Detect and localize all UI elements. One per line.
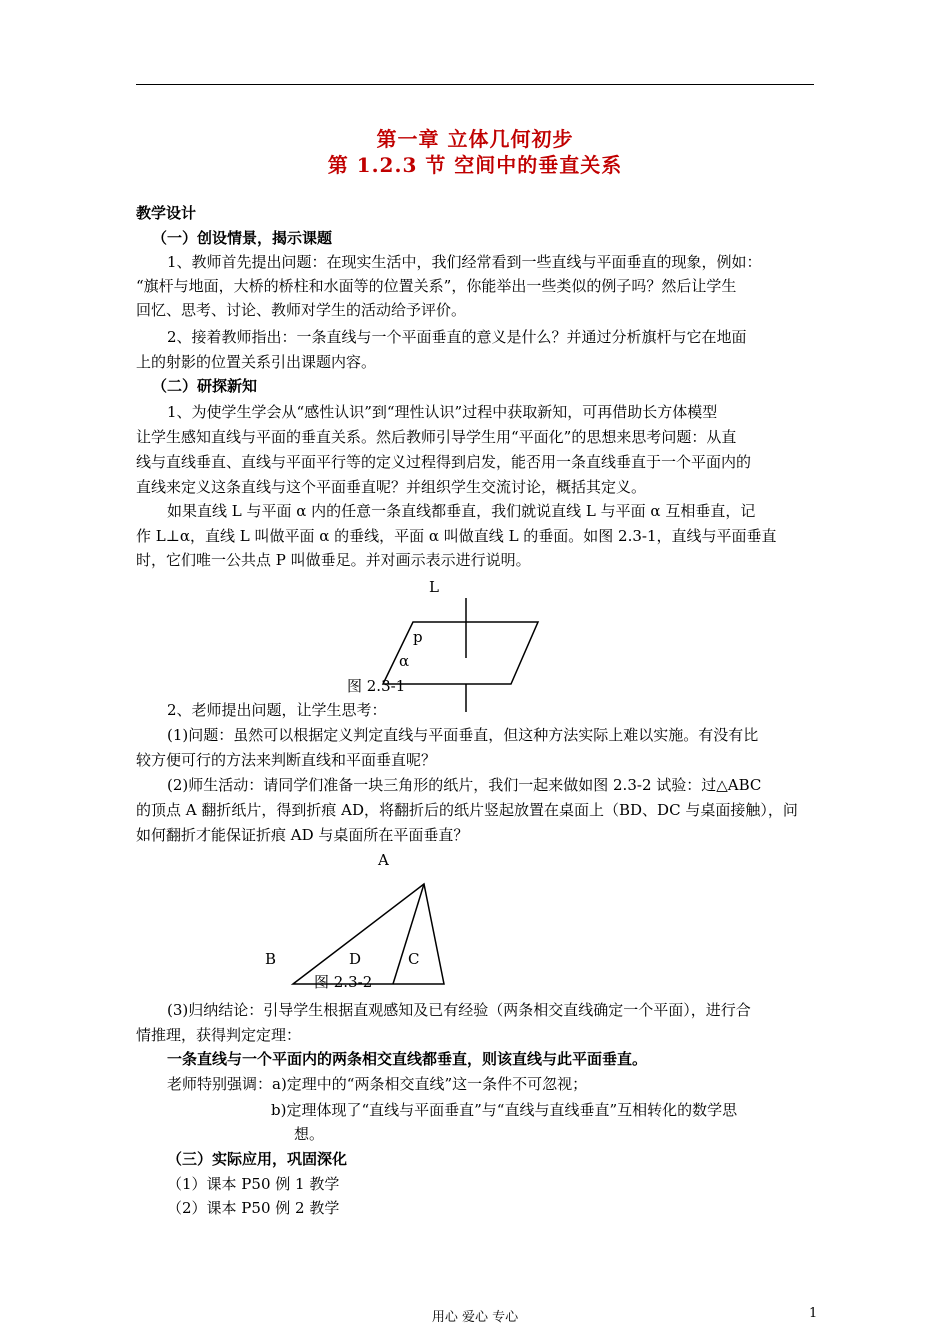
section-title: 第 1.2.3 节 空间中的垂直关系 <box>327 153 623 177</box>
footer-text: 用心 爱心 专心 <box>431 1310 519 1325</box>
paragraph-line: (2)师生活动：请同学们准备一块三角形的纸片，我们一起来做如图 2.3-2 试验：过△ABC <box>167 776 762 794</box>
paragraph-line: b)定理体现了“直线与平面垂直”与“直线与直线垂直”互相转化的数学思 <box>271 1101 738 1119</box>
theorem: 一条直线与一个平面内的两条相交直线都垂直，则该直线与此平面垂直。 <box>167 1050 648 1068</box>
figure-caption: 图 2.3-1 <box>347 677 406 695</box>
paragraph-line: 1、为使学生学会从“感性认识”到“理性认识”过程中获取新知，可再借助长方体模型 <box>167 403 718 421</box>
triangle-ABC <box>293 884 444 984</box>
paragraph-line: 让学生感知直线与平面的垂直关系。然后教师引导学生用“平面化”的思想来思考问题：从直 <box>136 428 737 446</box>
figure-caption: 图 2.3-2 <box>314 973 373 991</box>
label-B: B <box>265 950 277 968</box>
paragraph-line: (1)问题：虽然可以根据定义判定直线与平面垂直，但这种方法实际上难以实施。有没有比 <box>167 726 759 744</box>
paragraph-line: 较方便可行的方法来判断直线和平面垂直呢？ <box>136 751 437 769</box>
label-L: L <box>429 578 439 596</box>
paragraph-line: 2、接着教师指出：一条直线与一个平面垂直的意义是什么？并通过分析旗杆与它在地面 <box>167 328 747 346</box>
part5-heading: （三）实际应用，巩固深化 <box>167 1150 348 1168</box>
paragraph-line: 情推理，获得判定定理： <box>136 1026 302 1044</box>
paragraph-line: 回忆、思考、讨论、教师对学生的活动给予评价。 <box>136 301 467 319</box>
paragraph-line: (3)归纳结论：引导学生根据直观感知及已有经验（两条相交直线确定一个平面），进行合 <box>167 1001 751 1019</box>
page-number: 1 <box>809 1306 818 1321</box>
paragraph-line: 1、教师首先提出问题：在现实生活中，我们经常看到一些直线与平面垂直的现象，例如： <box>167 253 762 271</box>
paragraph-line: 想。 <box>294 1125 325 1143</box>
label-p: p <box>413 628 423 646</box>
list-item: （2）课本 P50 例 2 教学 <box>167 1199 340 1217</box>
paragraph-line: 直线来定义这条直线与这个平面垂直呢？并组织学生交流讨论，概括其定义。 <box>136 478 647 496</box>
label-C: C <box>408 950 420 968</box>
paragraph-line: 如果直线 L 与平面 α 内的任意一条直线都垂直，我们就说直线 L 与平面 α 互相垂直，记 <box>167 502 756 520</box>
paragraph-line: “旗杆与地面，大桥的桥柱和水面等的位置关系”，你能举出一些类似的例子吗？然后让学生 <box>136 277 737 295</box>
paragraph-line: 老师特别强调：a)定理中的“两条相交直线”这一条件不可忽视； <box>167 1075 588 1093</box>
paragraph-line: 线与直线垂直、直线与平面平行等的定义过程得到启发，能否用一条直线垂直于一个平面内的 <box>136 453 752 471</box>
label-D: D <box>349 950 362 968</box>
paragraph-line: 上的射影的位置关系引出课题内容。 <box>136 353 377 371</box>
label-alpha: α <box>399 652 410 670</box>
chapter-title: 第一章 立体几何初步 <box>376 127 574 151</box>
paragraph-line: 时，它们唯一公共点 P 叫做垂足。并对画示表示进行说明。 <box>136 551 531 569</box>
fold-line-AD <box>393 884 424 984</box>
label-A: A <box>378 851 389 869</box>
part2-heading: （二）研探新知 <box>152 377 258 395</box>
figure-2-3-2 <box>293 884 444 984</box>
design-heading: 教学设计 <box>136 204 197 222</box>
paragraph-line: 的顶点 A 翻折纸片，得到折痕 AD，将翻折后的纸片竖起放置在桌面上（BD、DC 与桌面接触），问 <box>136 801 798 819</box>
paragraph-line: 2、老师提出问题，让学生思考： <box>167 701 387 719</box>
list-item: （1）课本 P50 例 1 教学 <box>167 1175 340 1193</box>
paragraph-line: 作 L⊥α，直线 L 叫做平面 α 的垂线，平面 α 叫做直线 L 的垂面。如图 2.3-1，直线与平面垂直 <box>136 527 777 545</box>
paragraph-line: 如何翻折才能保证折痕 AD 与桌面所在平面垂直？ <box>136 826 469 844</box>
part1-heading: （一）创设情景，揭示课题 <box>152 229 333 247</box>
